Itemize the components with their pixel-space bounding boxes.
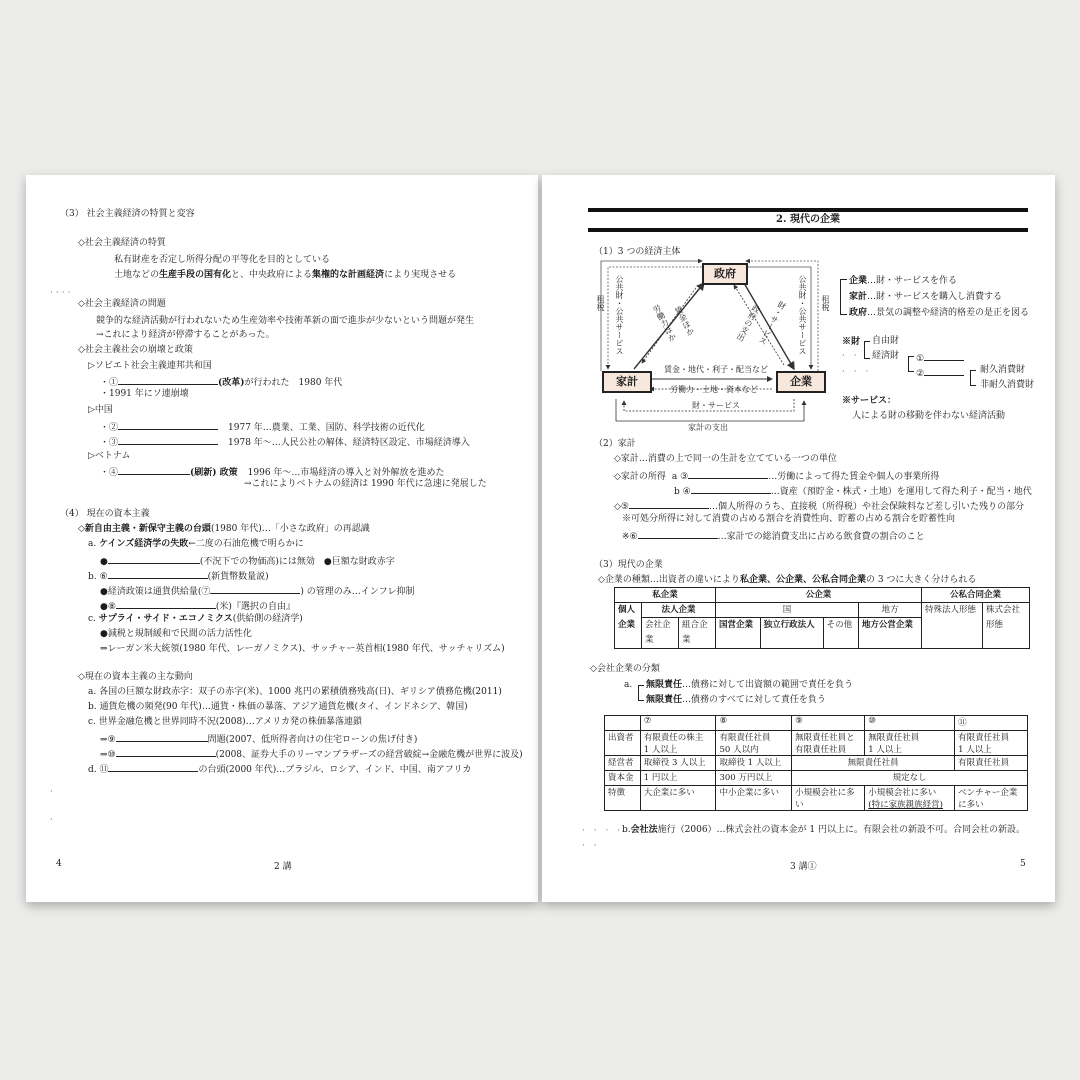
heading-classification: ◇会社企業の分類 [590,664,660,674]
flow-label: 財・サービス [692,401,740,410]
table-cell: 大企業に多い [640,786,716,811]
table-cell: ⑨ [792,716,865,731]
dotted-mark: ···· [50,288,74,298]
nondurable-goods: 非耐久消費財 [980,380,1035,390]
flow-label: 公共財・公共サービス [615,275,624,355]
flow-label: 政府の支出 [735,303,762,343]
table-cell: 有限責任社員 50 人以内 [716,731,792,756]
economic-goods: 経済財 [872,351,900,361]
company-classification-table [604,715,1028,811]
table-cell: ベンチャー企業 に多い [955,786,1028,811]
bracket [970,370,976,386]
text-line: a. 各国の巨額な財政赤字：双子の赤字(米)、1000 兆円の累積債務残高(日)、ギリシア債務危機(2011) [88,687,502,697]
heading-neoliberal: ◇新自由主義・新保守主義の台頭(1980 年代)…「小さな政府」の再認識 [78,524,370,534]
table-cell: 小規模会社に多 い [792,786,865,811]
flow-label: 財・サービス [757,299,788,347]
text-line: ⇒レーガン米大統領(1980 年代、レーガノミクス)、サッチャー英首相(1980 年代、サッチャリズム) [100,644,505,654]
table-cell: 資本金 [605,771,641,786]
chapter-title: 2. 現代の企業 [776,214,840,225]
table-cell: 無限責任社員 [792,756,955,771]
text-line: ◇企業の種類…出資者の違いにより私企業、公企業、公私合同企業の 3 つに大きく分けられる [598,575,977,585]
table-cell: 規定なし [792,771,1028,786]
goods-blank-1: ① [916,351,964,365]
page-number: 4 [56,859,62,869]
flow-label: 賃金ほか [673,304,696,338]
flow-label: 労働力・土地・資本など [670,385,758,394]
text-line: c. サプライ・サイド・エコノミクス(供給側の経済学) [88,614,303,624]
service-heading: ※サービス： [842,396,897,406]
enterprise-types-table [614,587,1030,649]
answer-blank[interactable] [116,732,208,742]
table-cell: 株式会社形態 [983,603,1030,649]
text-line: ◇⑤ …個人所得のうち、直接税（所得税）や社会保険料など差し引いた残りの部分 [614,499,1024,513]
text-line: b. 通貨危機の頻発(90 年代)…通貨・株価の暴落、アジア通貨危機(タイ、インドネシア、韓国) [88,702,468,712]
table-cell: 私企業 [615,588,716,603]
table-cell: 地方 [858,603,921,618]
firm-box: 企業 [776,371,826,393]
text-line: ●⑧ (米)『選択の自由』 [100,599,295,613]
flow-label: 租税 [821,295,830,311]
answer-blank[interactable] [210,584,300,594]
dotted-mark: · [50,815,56,825]
text-line: ・④ (刷新) 政策 1996 年〜…市場経済の導入と対外解放を進めた [100,465,444,479]
table-cell: 特徴 [605,786,641,811]
heading-collapse: ◇社会主義社会の崩壊と政策 [78,345,193,355]
dotted-mark: · · [582,841,600,851]
table-cell: 法人企業 [642,603,716,618]
table-cell: 中小企業に多い [716,786,792,811]
answer-blank[interactable] [118,375,218,385]
table-cell: 公私合同企業 [922,588,1030,603]
legend-government: 政府…景気の調整や経済的格差の是正を図る [849,308,1030,318]
section-3-title: （3） 社会主義経済の特質と変容 [60,209,195,219]
section-2-title: （2）家計 [594,439,636,449]
text-line: →これによりベトナムの経済は 1990 年代に急速に発展した [244,479,487,489]
text-line: 無限責任…債務に対して出資額の範囲で責任を負う [646,680,854,690]
answer-blank[interactable] [638,529,718,539]
text-line: →これにより経済が停滞することがあった。 [96,330,275,340]
table-cell: 取締役 1 人以上 [716,756,792,771]
dotted-mark: · · · · [582,826,624,836]
answer-blank[interactable] [108,554,200,564]
text-line: ・② 1977 年…農業、工業、国防、科学技術の近代化 [100,420,425,434]
subheading-vietnam: ▷ベトナム [88,451,131,461]
flow-label: 家計の支出 [688,423,728,432]
text-line: 競争的な経済活動が行われないため生産効率や技術革新の面で進歩が少ないという問題が発生 [96,316,475,326]
table-cell: 特殊法人形態 [922,603,983,649]
answer-blank[interactable] [118,435,218,445]
table-cell: 会社企業 [642,618,679,649]
heading-trends: ◇現在の資本主義の主な動向 [78,672,193,682]
text-line: a. ケインズ経済学の失敗←二度の石油危機で明らかに [88,539,304,549]
answer-blank[interactable] [118,420,218,430]
dotted-mark: · · · [842,367,872,377]
table-cell: その他 [823,618,858,649]
text-line: 私有財産を否定し所得分配の平等化を目的としている [114,255,331,265]
durable-goods: 耐久消費財 [980,365,1026,375]
table-cell: 取締役 3 人以上 [640,756,716,771]
table-cell: 無限責任社員と 有限責任社員 [792,731,865,756]
text-line: ◇家計…消費の上で同一の生計を立てている一つの単位 [614,454,837,464]
table-cell: 小規模会社に多い (特に家族親族経営) [865,786,955,811]
bracket [908,356,914,372]
flow-label: 公共財・公共サービス [798,275,807,355]
heading-features: ◇社会主義経済の特質 [78,238,166,248]
table-cell: 公企業 [716,588,922,603]
answer-blank[interactable] [116,747,216,757]
table-cell: ⑪ [955,716,1028,731]
table-cell: 有限責任社員 1 人以上 [955,731,1028,756]
company-law-note: b.会社法施行（2006）…株式会社の資本金が 1 円以上に。有限会社の新設不可。合同会社の新設。 [622,825,1025,835]
text-line: ●減税と規制緩和で民間の活力活性化 [100,629,252,639]
answer-blank[interactable] [629,499,709,509]
table-cell: 無限責任社員 1 人以上 [865,731,955,756]
section-3-title: （3）現代の企業 [594,560,663,570]
bracket [638,685,644,701]
lecture-label: 3 講① [790,862,817,872]
dotted-mark: · · [842,351,860,361]
text-line: 無限責任…債務のすべてに対して責任を負う [646,695,826,705]
text-line: ・1991 年にソ連崩壊 [100,389,189,399]
text-line: ◇家計の所得 a ③ …労働によって得た賃金や個人の事業所得 [614,469,939,483]
table-cell: ⑩ [865,716,955,731]
text-line: a. [624,680,633,690]
table-cell: ⑧ [716,716,792,731]
text-line: ・① (改革)が行われた 1980 年代 [100,375,342,389]
government-box: 政府 [702,263,748,285]
answer-blank[interactable] [691,484,771,494]
title-rule-bottom [588,228,1028,232]
flow-label: 租税 [596,295,605,311]
left-page [26,175,538,902]
table-cell: 個人企業 [615,603,642,649]
answer-blank[interactable] [118,465,190,475]
page-number: 5 [1020,859,1026,869]
section-1-title: （1）3 つの経済主体 [594,247,681,257]
goods-blank-2: ② [916,366,964,380]
section-4-title: （4） 現在の資本主義 [60,509,150,519]
text-line: c. 世界金融危機と世界同時不況(2008)…アメリカ発の株価暴落連鎖 [88,717,363,727]
flow-label: 賃金・地代・利子・配当など [664,365,768,374]
table-cell: 1 円以上 [640,771,716,786]
subheading-china: ▷中国 [88,405,113,415]
text-line: b ④ …資産（預貯金・株式・土地）を運用して得た利子・配当・地代 [674,484,1032,498]
table-cell [605,716,641,731]
service-definition: 人による財の移動を伴わない経済活動 [852,411,1006,421]
answer-blank[interactable] [924,351,964,361]
subheading-ussr: ▷ソビエト社会主義連邦共和国 [88,361,212,371]
text-line: ⇒⑨ 問題(2007、低所得者向けの住宅ローンの焦げ付き) [100,732,417,746]
goods-heading: ※財 [842,337,861,347]
free-goods: 自由財 [872,336,900,346]
answer-blank[interactable] [924,366,964,376]
table-cell: 出資者 [605,731,641,756]
text-line: ・③ 1978 年〜…人民公社の解体、経済特区設定、市場経済導入 [100,435,470,449]
text-line: ⇒⑩ (2008、証券大手のリーマンブラザーズの経営破綻→金融危機が世界に波及) [100,747,523,761]
answer-blank[interactable] [116,599,216,609]
answer-blank[interactable] [108,762,198,772]
right-page [542,175,1055,902]
lecture-label: 2 講 [274,862,292,872]
table-cell: ⑦ [640,716,716,731]
bracket [864,341,870,359]
flow-label: 労働力ほか [651,303,678,343]
household-box: 家計 [602,371,652,393]
table-cell: 国営企業 [716,618,761,649]
answer-blank[interactable] [688,469,768,479]
table-cell: 経営者 [605,756,641,771]
dotted-mark: · [50,787,56,797]
text-line: b. ⑥ (新貨幣数量説) [88,569,269,583]
answer-blank[interactable] [108,569,208,579]
table-cell: 300 万円以上 [716,771,792,786]
legend-household: 家計…財・サービスを購入し消費する [849,292,1003,302]
text-line: ●経済政策は通貨供給量(⑦ ) の管理のみ…インフレ抑制 [100,584,414,598]
text-line: ※⑥ …家計での総消費支出に占める飲食費の割合のこと [622,529,925,543]
table-cell: 有限責任の株主 1 人以上 [640,731,716,756]
bracket [840,279,847,315]
text-line: ● (不況下での物価高)には無効 ●巨額な財政赤字 [100,554,395,568]
table-cell: 有限責任社員 [955,756,1028,771]
text-line: 土地などの生産手段の国有化と、中央政府による集権的な計画経済により実現させる [114,270,457,280]
table-cell: 地方公営企業 [858,618,921,649]
table-cell: 国 [716,603,859,618]
table-cell: 組合企業 [679,618,716,649]
legend-firm: 企業…財・サービスを作る [849,276,958,286]
text-line: ※可処分所得に対して消費の占める割合を消費性向、貯蓄の占める割合を貯蓄性向 [622,514,956,524]
text-line: d. ⑪ の台頭(2000 年代)…ブラジル、ロシア、インド、中国、南アフリカ [88,762,471,776]
heading-problems: ◇社会主義経済の問題 [78,299,166,309]
table-cell: 独立行政法人 [760,618,823,649]
title-rule-top [588,208,1028,212]
